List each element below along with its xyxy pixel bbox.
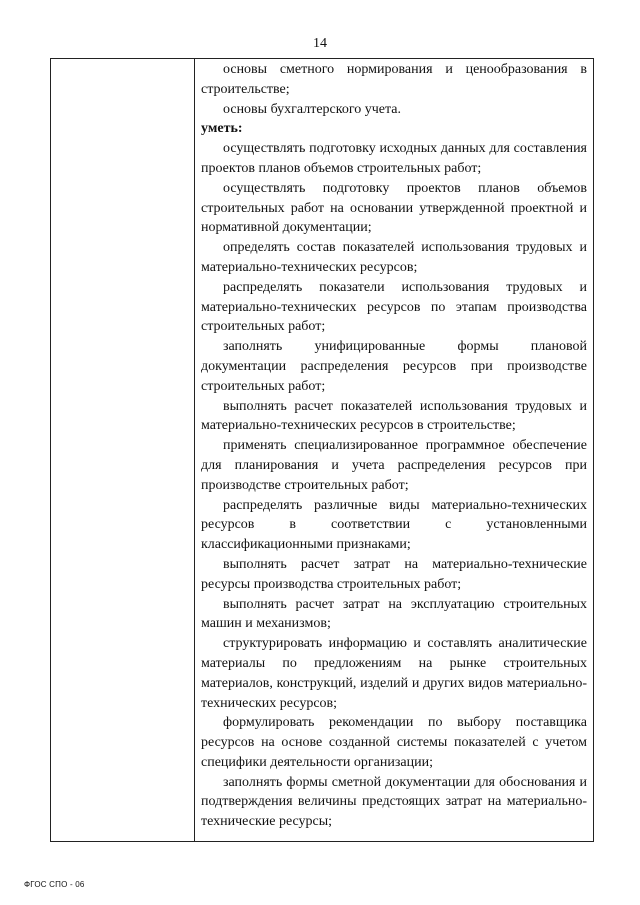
text-paragraph: основы бухгалтерского учета. <box>223 101 402 117</box>
text-paragraph: распределять различные виды материально-технических ресурсов в соответствии с установленными классификационными признаками; <box>201 497 587 553</box>
text-paragraph: применять специализированное программное обеспечение для планирования и учета распределения ресурсов при производстве строительных работ; <box>201 438 587 493</box>
content-table <box>50 58 594 842</box>
text-paragraph: определять состав показателей использования трудовых и материально-технических ресурсов; <box>201 240 587 275</box>
text-paragraph: основы сметного нормирования и ценообразования в строительстве; <box>201 62 587 97</box>
table-left-column <box>51 59 195 841</box>
text-paragraph: выполнять расчет затрат на материально-технические ресурсы производства строительных работ; <box>201 556 587 592</box>
footer-label: ФГОС СПО - 06 <box>24 880 85 889</box>
text-paragraph: выполнять расчет затрат на эксплуатацию строительных машин и механизмов; <box>201 596 587 632</box>
text-paragraph: заполнять унифицированные формы плановой документации распределения ресурсов при производстве строительных работ; <box>201 339 587 394</box>
text-paragraph: осуществлять подготовку исходных данных для составления проектов планов объемов строительных работ; <box>201 141 587 176</box>
text-paragraph: заполнять формы сметной документации для обоснования и подтверждения величины предстоящих затрат на материально-технические ресурсы; <box>201 774 587 830</box>
text-paragraph: выполнять расчет показателей использования трудовых и материально-технических ресурсов в строительстве; <box>201 398 587 434</box>
section-heading: уметь: <box>201 121 243 137</box>
text-paragraph: распределять показатели использования трудовых и материально-технических ресурсов по этапам производства строительных работ; <box>201 279 587 335</box>
page-number: 14 <box>313 36 327 51</box>
text-paragraph: осуществлять подготовку проектов планов объемов строительных работ на основании утвержденной проектной и нормативной документации; <box>201 180 587 236</box>
text-paragraph: структурировать информацию и составлять аналитические материалы по предложениям на рынке строительных материалов, конструкций, изделий и других видов материально-технических ресурсов; <box>201 636 587 711</box>
table-right-column <box>195 59 593 841</box>
text-paragraph: формулировать рекомендации по выбору поставщика ресурсов на основе созданной системы показателей с учетом специфики деятельности организации; <box>201 715 587 770</box>
